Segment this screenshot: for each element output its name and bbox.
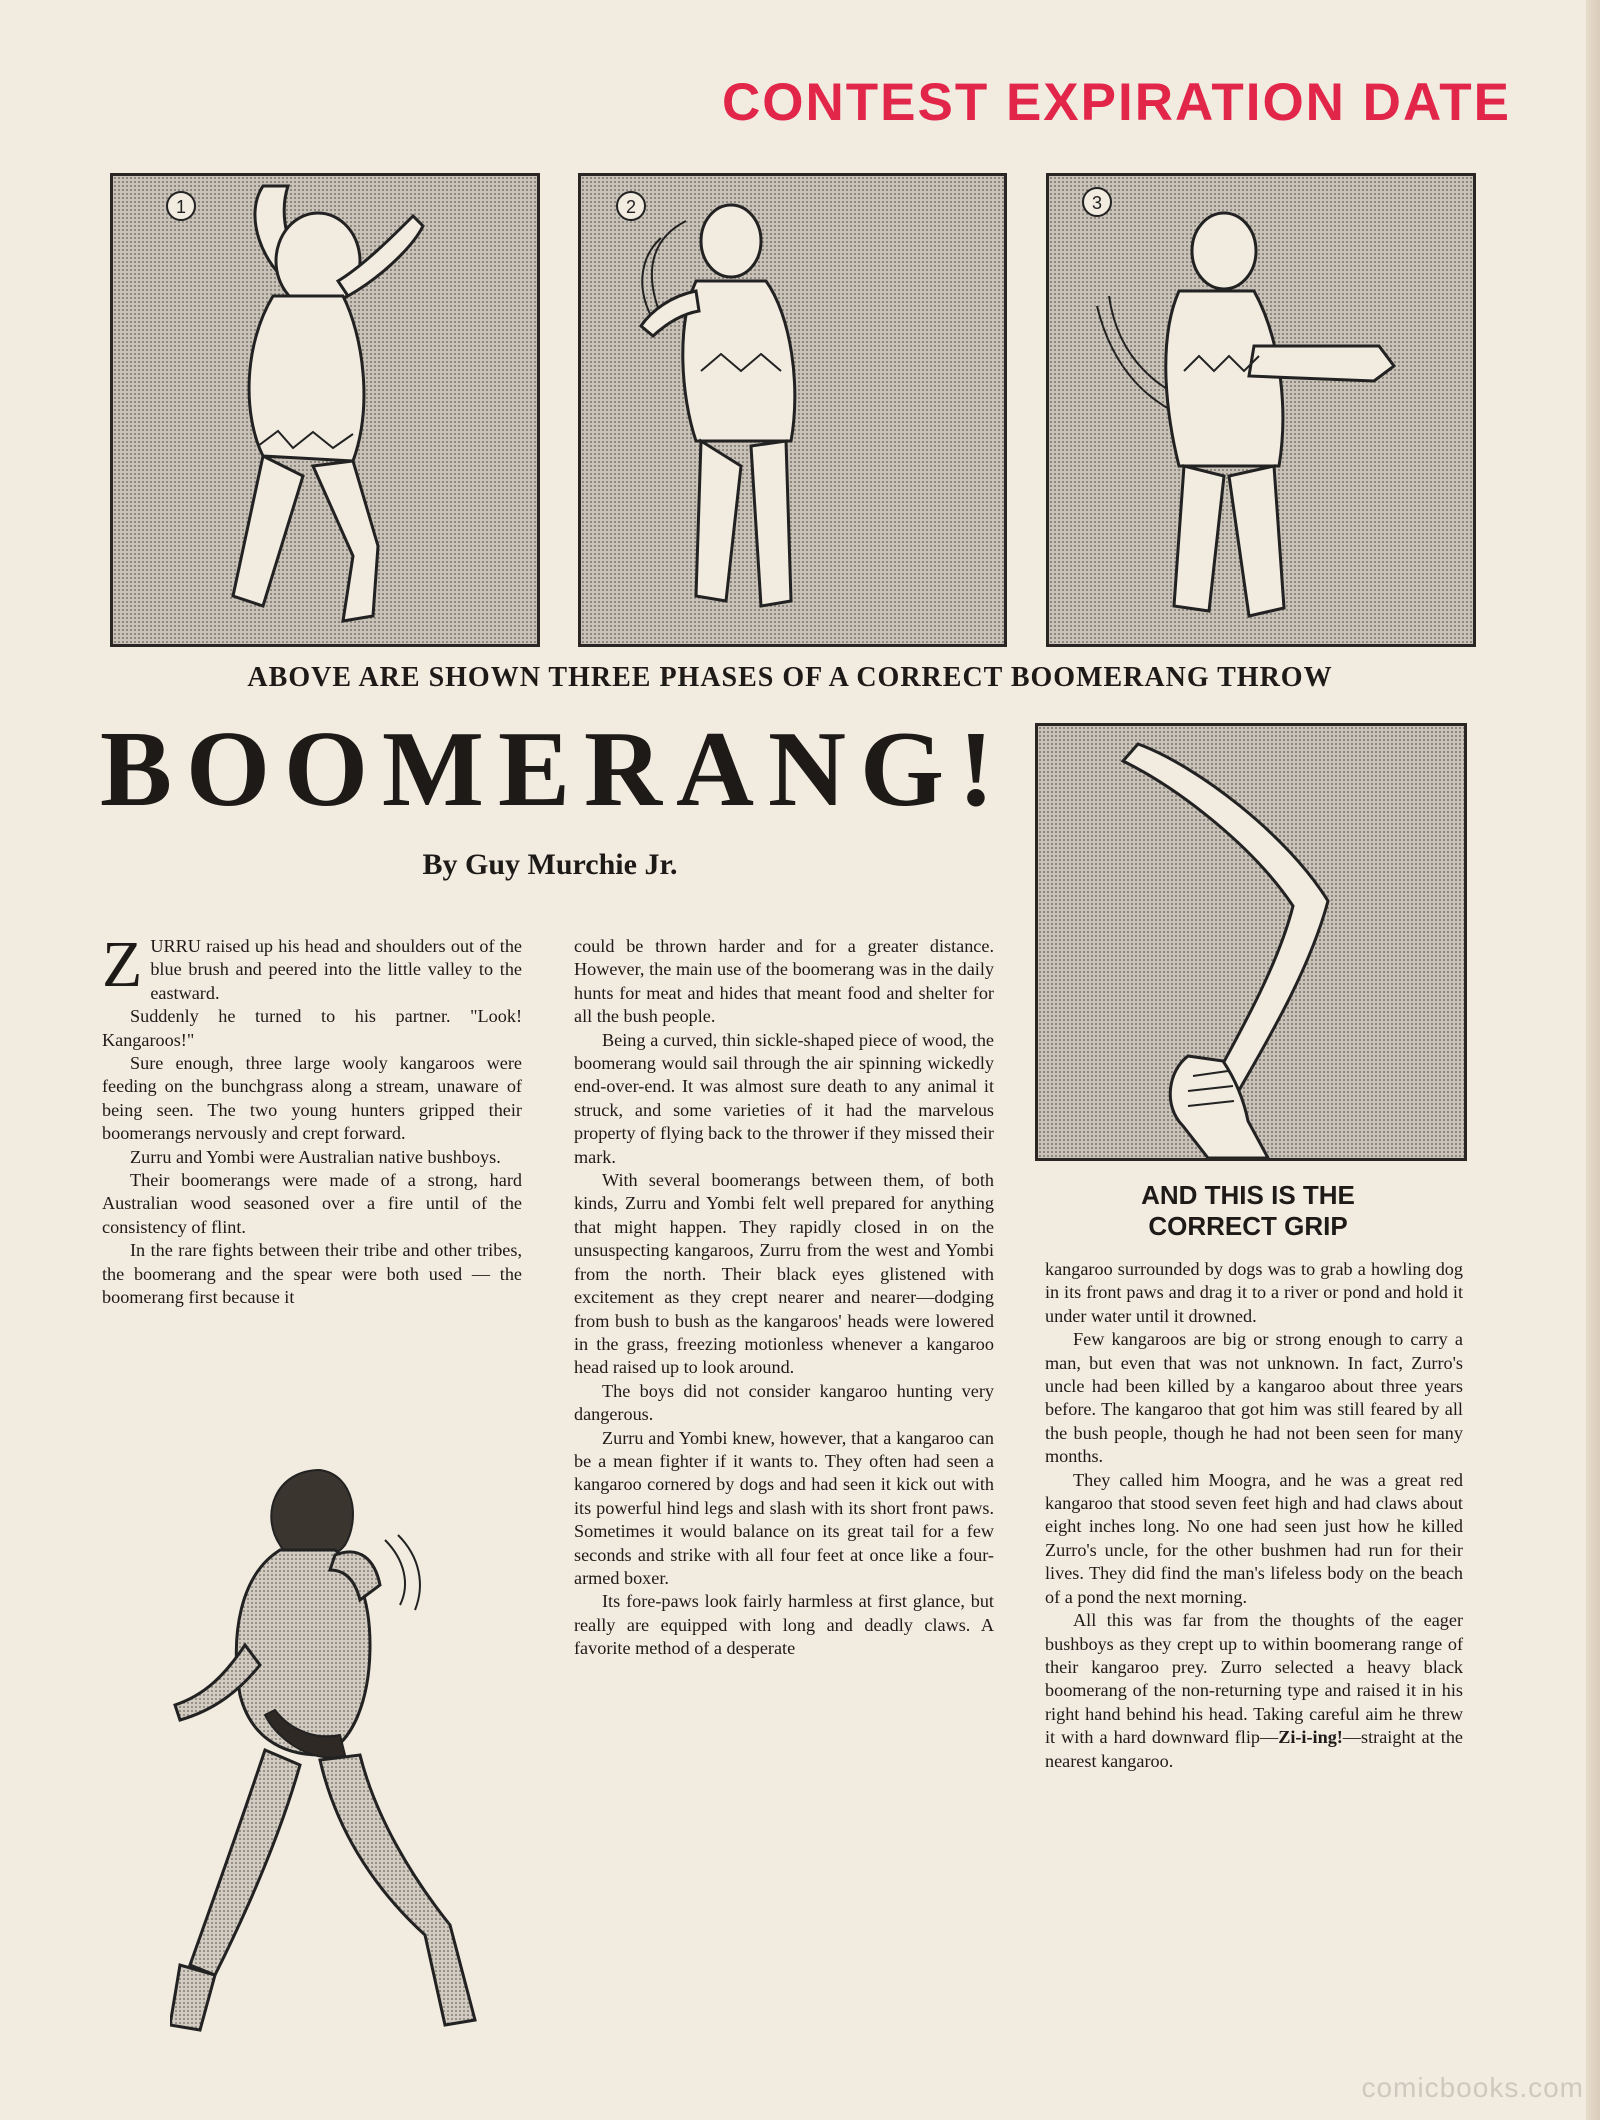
page-edge [1586,0,1600,2120]
article-paragraph: Few kangaroos are big or strong enough to carry a man, but even that was not unknown. In fact, Zurro's uncle had been killed by a kangaroo about three years before. The kangaroo that got him was still feared by all the bush people, though he had not been seen for many months. [1045,1329,1463,1467]
article-column-3 [1045,1258,1463,1773]
article-paragraph: Its fore-paws look fairly harmless at first glance, but really are equipped with long and deadly claws. A favorite method of a desperate [574,1591,994,1659]
paragraph-text: raised up his head and shoulders out of the blue brush and peered into the little valley to the eastward. [150,936,522,1003]
boy-windup-illustration [113,176,537,644]
article-title: BOOMERANG! [100,710,1008,829]
article-column-2 [574,935,994,1661]
article-paragraph: In the rare fights between their tribe and other tribes, the boomerang and the spear were both used — the boomerang first because it [102,1240,522,1308]
grip-caption-line-2: CORRECT GRIP [1148,1211,1348,1241]
article-paragraph: They called him Moogra, and he was a great red kangaroo that stood seven feet high and had claws about eight inches long. No one had seen just how he killed Zurro's uncle, for the other bushmen had run for their lives. They did find the man's lifeless body on the beach of a pond the next morning. [1045,1469,1463,1607]
bushman-thrower-illustration [170,1465,500,2045]
article-paragraph: Zurru and Yombi knew, however, that a kangaroo can be a mean fighter if it wants to. They often had seen a kangaroo cornered by dogs and had seen it kick out with its powerful hind legs and slash with its short front paws. Sometimes it would balance on its great tail for a few seconds and strike with all four feet at once like a four-armed boxer. [574,1427,994,1588]
article-paragraph [102,928,522,1005]
article-paragraph: With several boomerangs between them, of both kinds, Zurru and Yombi felt well prepared for anything that might happen. They rapidly closed in on the unsuspecting kangaroos, Zurru from the west and Yombi from the north. Their black eyes glistened with excitement as they crept nearer and nearer—dodging from bush to bush as the kangaroos' heads were lowered in the grass, freezing motionless whenever a kangaroo head raised up to look around. [574,1170,994,1378]
sound-effect: Zi-i-ing! [1278,1727,1343,1748]
article-paragraph: Zurru and Yombi were Australian native bushboys. [130,1146,501,1167]
boy-release-illustration [581,176,1004,644]
article-paragraph: kangaroo surrounded by dogs was to grab a howling dog in its front paws and drag it to a river or pond and hold it under water until it drowned. [1045,1259,1463,1326]
article-paragraph: The boys did not consider kangaroo hunting very dangerous. [574,1380,994,1425]
article-paragraph: Suddenly he turned to his partner. "Look! Kangaroos!" [102,1006,522,1050]
boy-follow-through-illustration [1049,176,1473,644]
grip-panel [1035,723,1467,1161]
panels-caption: ABOVE ARE SHOWN THREE PHASES OF A CORRECT BOOMERANG THROW [247,662,1333,693]
panel-number: 3 [1091,193,1103,213]
throw-panel-2 [578,173,1007,647]
drop-cap: Z [102,928,143,1001]
throw-panel-3 [1046,173,1476,647]
article-paragraph: Their boomerangs were made of a strong, hard Australian wood seasoned over a fire until of the consistency of flint. [102,1170,522,1237]
article-paragraph: Being a curved, thin sickle-shaped piece of wood, the boomerang would sail through the air spinning wickedly end-over-end. It was almost sure death to any animal it struck, and some varieties of it had the marvelous property of flying back to the thrower if they missed their mark. [574,1029,994,1167]
boomerang-grip-illustration [1038,726,1464,1158]
watermark: comicbooks.com [1361,2072,1584,2103]
panel-number: 2 [625,197,637,217]
article-paragraph: could be thrown harder and for a greater distance. However, the main use of the boomerang was in the daily hunts for meat and hides that meant food and shelter for all the bush people. [574,936,994,1027]
article-paragraph [1045,1609,1463,1773]
panel-number: 1 [175,197,187,217]
paragraph-text: —straight at the nearest kangaroo. [1045,1727,1463,1771]
article-column-1 [102,928,522,1310]
article-paragraph: Sure enough, three large wooly kangaroos were feeding on the bunchgrass along a stream, unaware of being seen. The two young hunters gripped their boomerangs nervously and crept forward. [102,1053,522,1144]
paragraph-text: All this was far from the thoughts of the eager bushboys as they crept up to within boomerang range of their kangaroo prey. Zurro selected a heavy black boomerang of the non-returning type and raised it in his right hand behind his head. Taking careful aim he threw it with a hard downward flip— [1045,1610,1463,1748]
grip-caption-line-1: AND THIS IS THE [1141,1180,1355,1210]
grip-caption [1035,1180,1461,1242]
contest-banner: CONTEST EXPIRATION DATE [722,73,1512,132]
throw-panel-1 [110,173,540,647]
article-byline: By Guy Murchie Jr. [422,848,678,881]
lead-word: URRU [150,936,201,956]
